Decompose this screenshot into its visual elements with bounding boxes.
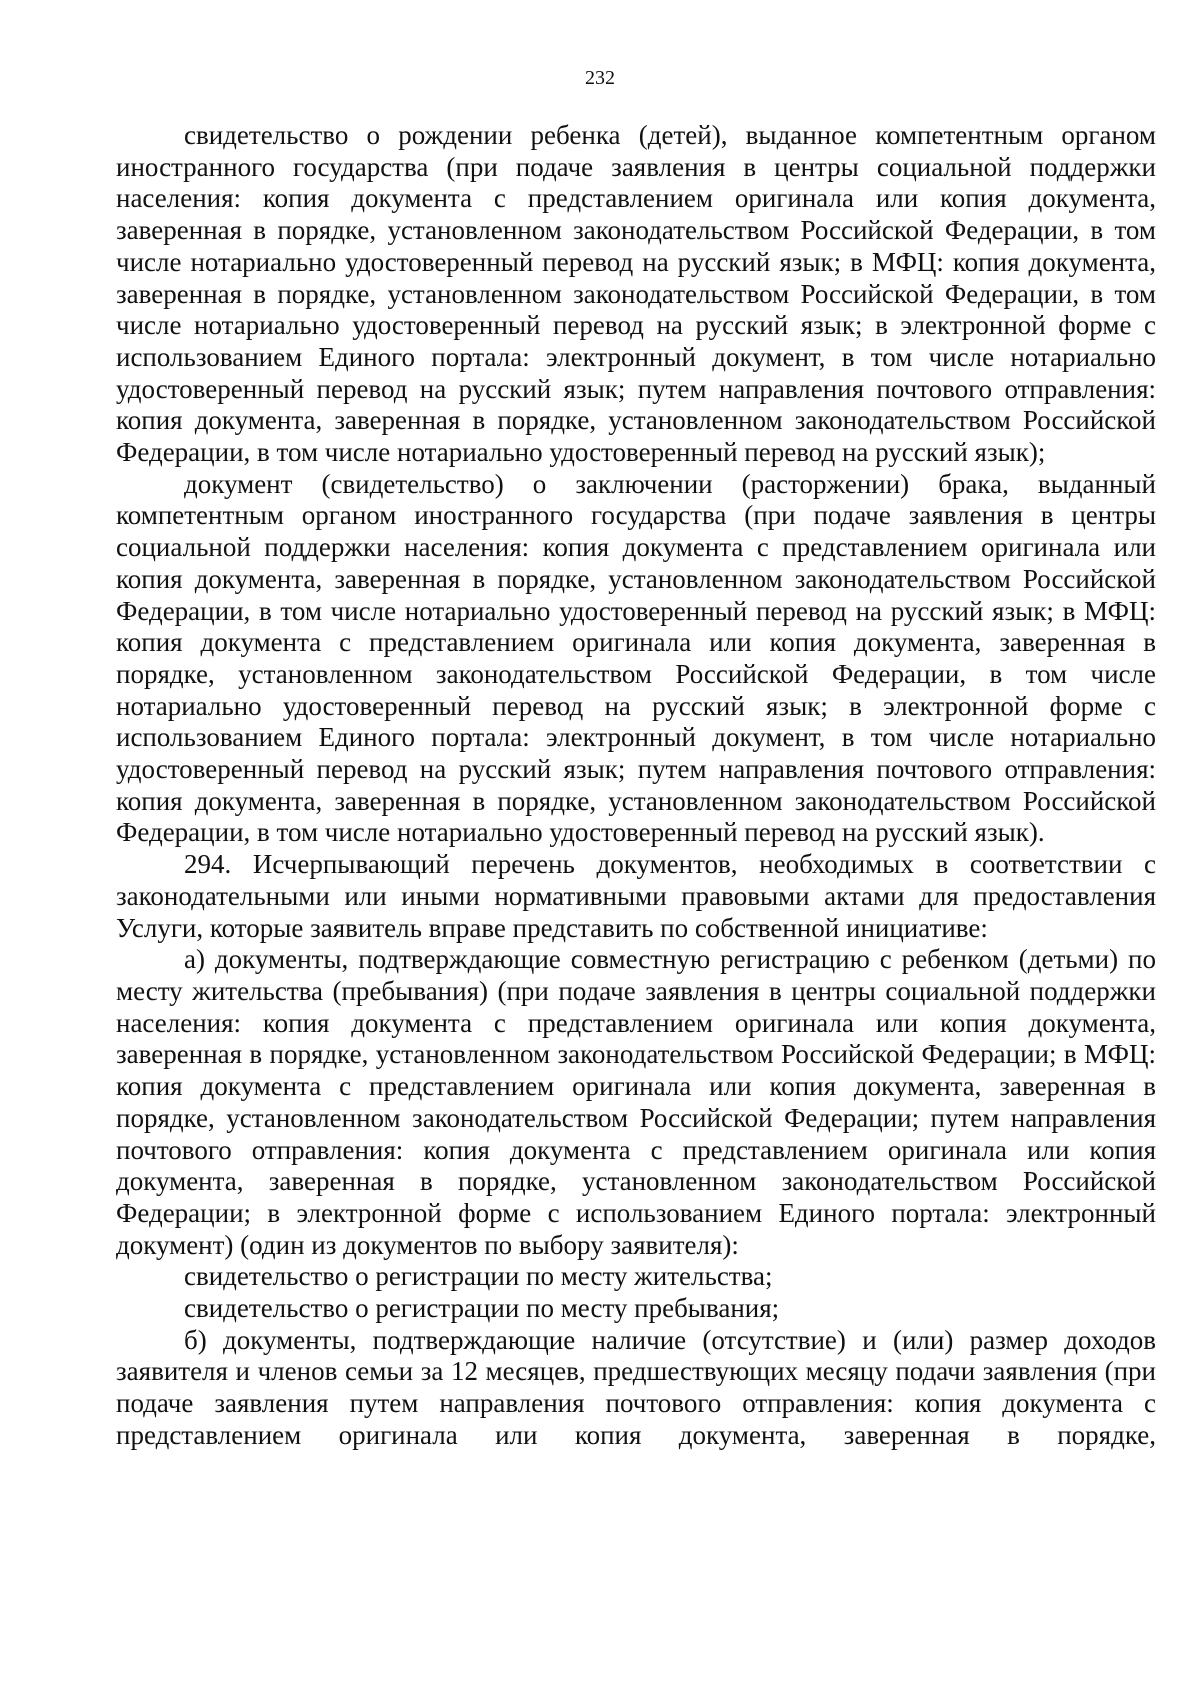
paragraph-stay-registration: свидетельство о регистрации по месту пребывания;	[184, 1293, 780, 1324]
paragraph-item-b: б) документы, подтверждающие наличие (отсутствие) и (или) размер доходов заявителя и членов семьи за 12 месяцев, предшествующих месяцу подачи заявления (при подаче заявления путем направления почтового отправления: копия документа с представлением оригинала или копия документа, заверенная в порядке,	[116, 1324, 1156, 1450]
document-body	[116, 120, 1156, 1452]
paragraph-birth-certificate: свидетельство о рождении ребенка (детей), выданное компетентным органом иностранного государства (при подаче заявления в центры социальной поддержки населения: копия документа с представлением оригинала или копия документа, заверенная в порядке, установленном законодательством Российской Федерации, в том числе нотариально удостоверенный перевод на русский язык; в МФЦ: копия документа, заверенная в порядке, установленном законодательством Российской Федерации, в том числе нотариально удостоверенный перевод на русский язык; в электронной форме с использованием Единого портала: электронный документ, в том числе нотариально удостоверенный перевод на русский язык; путем направления почтового отправления: копия документа, заверенная в порядке, установленном законодательством Российской Федерации, в том числе нотариально удостоверенный перевод на русский язык);	[116, 120, 1156, 468]
paragraph-item-a: а) документы, подтверждающие совместную регистрацию с ребенком (детьми) по месту жительства (пребывания) (при подаче заявления в центры социальной поддержки населения: копия документа с представлением оригинала или копия документа, заверенная в порядке, установленном законодательством Российской Федерации; в МФЦ: копия документа с представлением оригинала или копия документа, заверенная в порядке, установленном законодательством Российской Федерации; путем направления почтового отправления: копия документа с представлением оригинала или копия документа, заверенная в порядке, установленном законодательством Российской Федерации; в электронной форме с использованием Единого портала: электронный документ) (один из документов по выбору заявителя):	[116, 944, 1156, 1260]
paragraph-residence-registration: свидетельство о регистрации по месту жительства;	[184, 1261, 773, 1292]
page-number: 232	[585, 67, 615, 89]
paragraph-marriage-document: документ (свидетельство) о заключении (расторжении) брака, выданный компетентным органом иностранного государства (при подаче заявления в центры социальной поддержки населения: копия документа с представлением оригинала или копия документа, заверенная в порядке, установленном законодательством Российской Федерации, в том числе нотариально удостоверенный перевод на русский язык; в МФЦ: копия документа с представлением оригинала или копия документа, заверенная в порядке, установленном законодательством Российской Федерации, в том числе нотариально удостоверенный перевод на русский язык; в электронной форме с использованием Единого портала: электронный документ, в том числе нотариально удостоверенный перевод на русский язык; путем направления почтового отправления: копия документа, заверенная в порядке, установленном законодательством Российской Федерации, в том числе нотариально удостоверенный перевод на русский язык).	[116, 468, 1156, 848]
paragraph-294-heading: 294. Исчерпывающий перечень документов, необходимых в соответствии с законодательными или иными нормативными правовыми актами для предоставления Услуги, которые заявитель вправе представить по собственной инициативе:	[116, 849, 1156, 943]
